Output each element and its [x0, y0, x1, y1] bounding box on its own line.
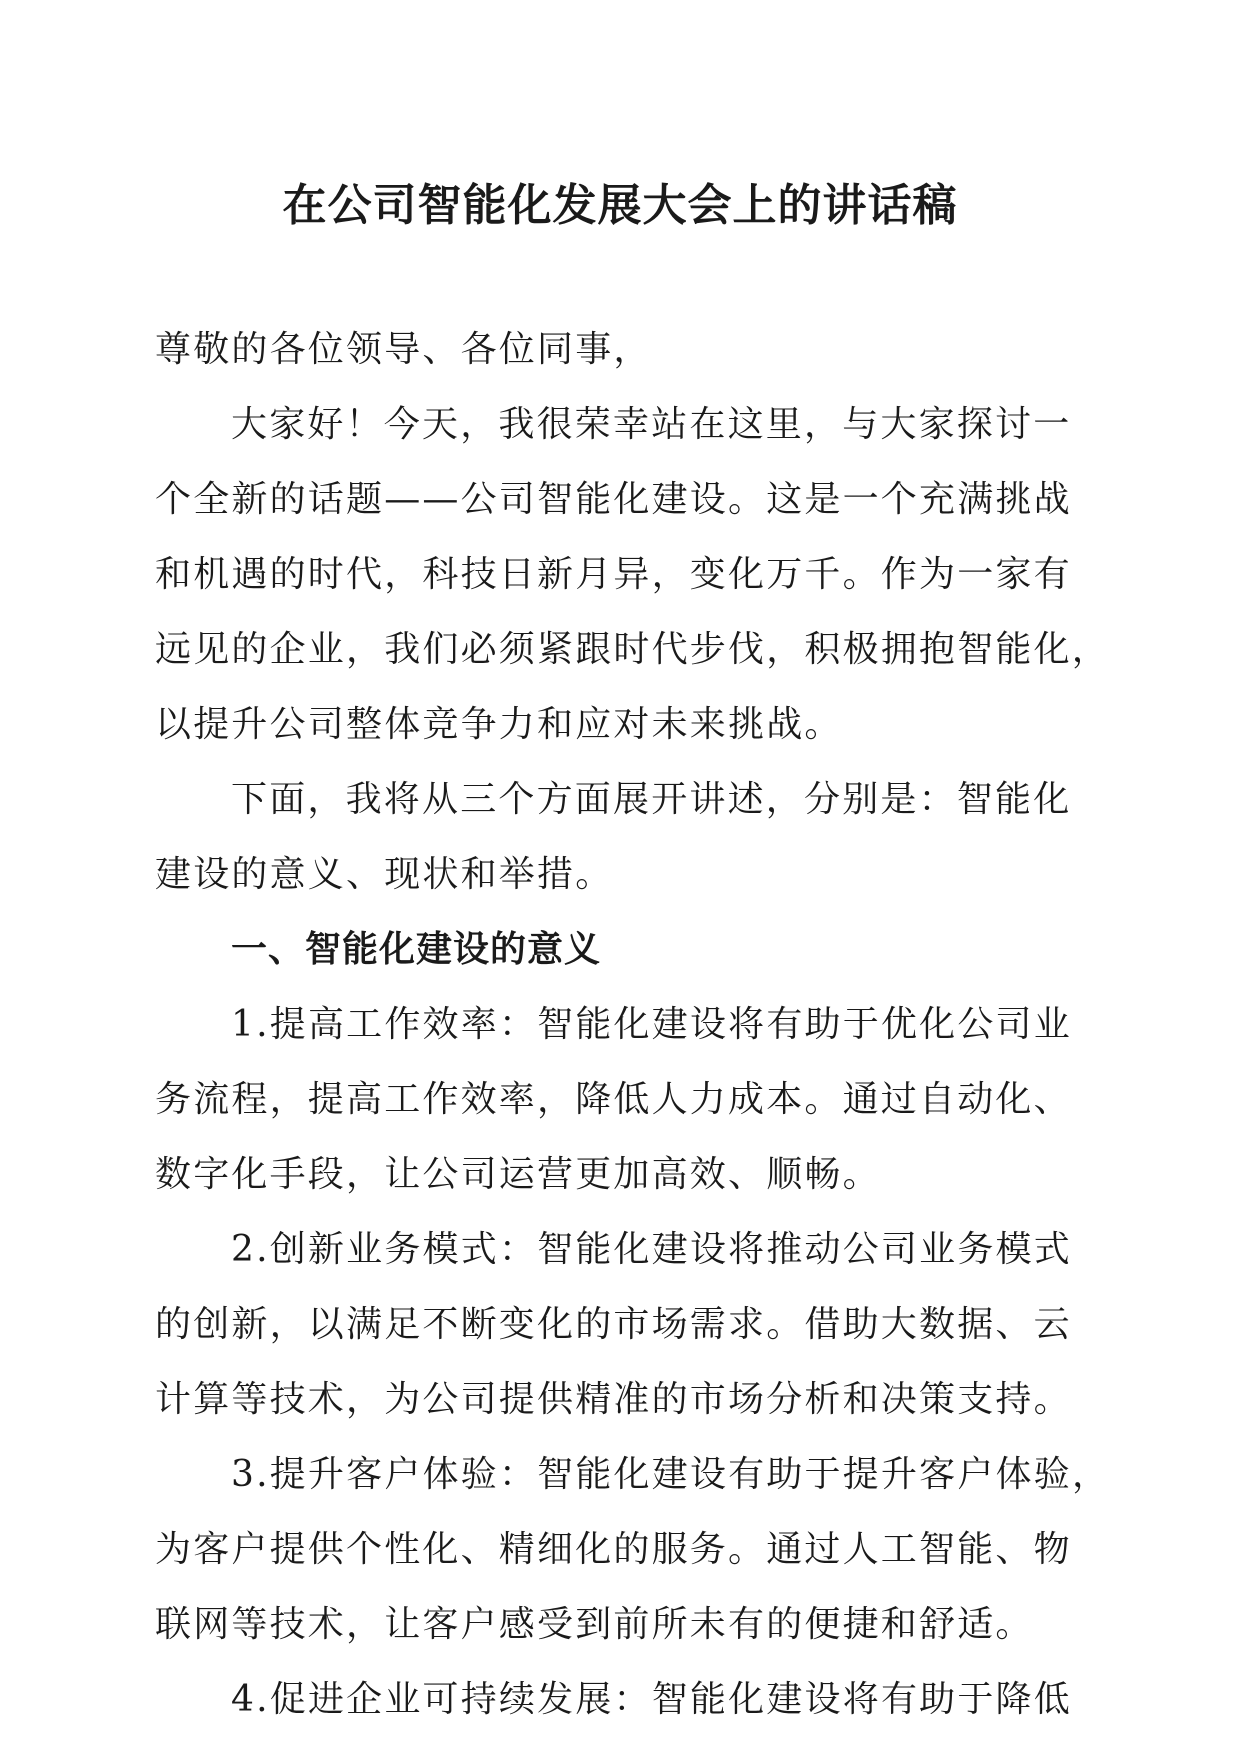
list-item-line: 2.创新业务模式：智能化建设将推动公司业务模式	[231, 1229, 1072, 1270]
section-heading: 一、智能化建设的意义	[231, 929, 602, 970]
paragraph-line: 大家好！今天，我很荣幸站在这里，与大家探讨一	[231, 404, 1072, 445]
list-item-line: 3.提升客户体验：智能化建设有助于提升客户体验，	[231, 1454, 1111, 1495]
paragraph-line: 和机遇的时代，科技日新月异，变化万千。作为一家有	[155, 554, 1072, 595]
list-item-line: 联网等技术，让客户感受到前所未有的便捷和舒适。	[155, 1604, 1034, 1645]
paragraph-line: 以提升公司整体竞争力和应对未来挑战。	[155, 704, 843, 745]
list-item-line: 计算等技术，为公司提供精准的市场分析和决策支持。	[155, 1379, 1072, 1420]
list-item-line: 的创新，以满足不断变化的市场需求。借助大数据、云	[155, 1304, 1072, 1345]
paragraph-line: 下面，我将从三个方面展开讲述，分别是：智能化	[231, 779, 1072, 820]
list-item-line: 务流程，提高工作效率，降低人力成本。通过自动化、	[155, 1079, 1072, 1120]
paragraph-line: 建设的意义、现状和举措。	[155, 854, 614, 895]
paragraph-line: 远见的企业，我们必须紧跟时代步伐，积极拥抱智能化，	[155, 629, 1111, 670]
list-item-line: 为客户提供个性化、精细化的服务。通过人工智能、物	[155, 1529, 1072, 1570]
document-body	[155, 312, 1111, 1737]
list-item-line: 1.提高工作效率：智能化建设将有助于优化公司业	[231, 1004, 1072, 1045]
list-item-line: 4.促进企业可持续发展：智能化建设将有助于降低	[231, 1679, 1072, 1720]
document-title: 在公司智能化发展大会上的讲话稿	[282, 180, 958, 231]
list-item-line: 数字化手段，让公司运营更加高效、顺畅。	[155, 1154, 881, 1195]
salutation-line: 尊敬的各位领导、各位同事，	[155, 329, 652, 370]
paragraph-line: 个全新的话题——公司智能化建设。这是一个充满挑战	[155, 479, 1072, 520]
